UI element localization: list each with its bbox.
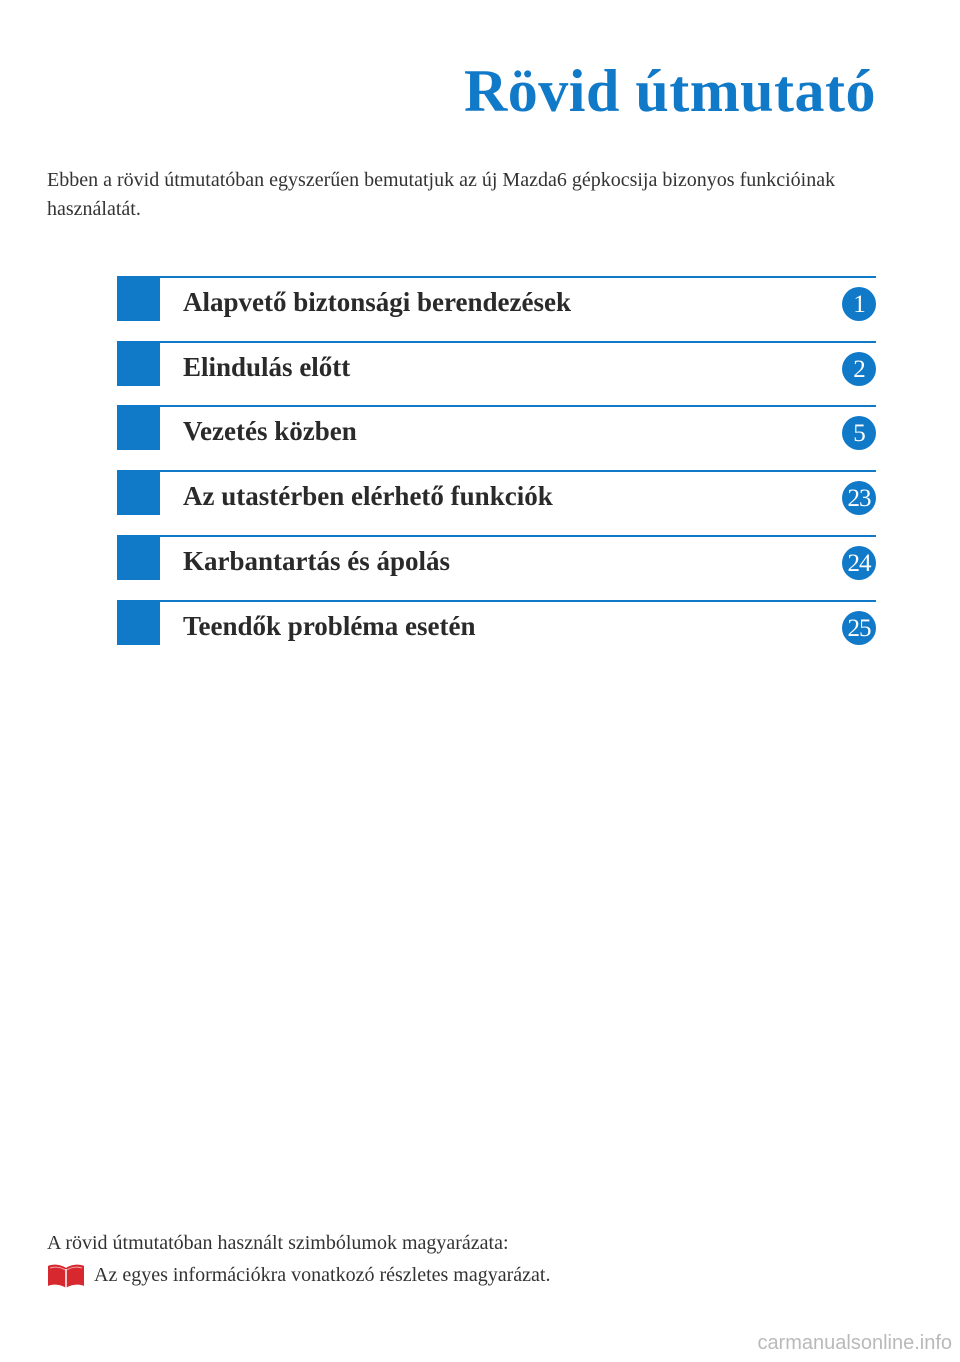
page-number-badge: 24	[842, 546, 876, 580]
toc-item-label: Alapvető biztonsági berendezések	[183, 287, 571, 317]
legend-title: A rövid útmutatóban használt szimbólumok magyarázata:	[47, 1232, 509, 1254]
toc-item-label: Karbantartás és ápolás	[183, 546, 451, 576]
section-marker	[117, 602, 160, 645]
section-marker	[117, 343, 160, 386]
toc-item-basic-safety[interactable]	[117, 276, 876, 323]
section-marker	[117, 278, 160, 321]
intro-text: Ebben a rövid útmutatóban egyszerűen bemutatjuk az új Mazda6 gépkocsija bizonyos funkcióinak használatát.	[47, 169, 836, 220]
toc-item-troubleshooting[interactable]	[117, 600, 876, 647]
toc-item-label: Az utastérben elérhető funkciók	[183, 481, 553, 511]
section-marker	[117, 472, 160, 515]
toc-item-label: Elindulás előtt	[183, 352, 351, 382]
page-number-badge: 5	[842, 416, 876, 450]
page-number-badge: 2	[842, 352, 876, 386]
toc-item-interior-features[interactable]	[117, 470, 876, 517]
page-number-badge: 1	[842, 287, 876, 321]
toc-item-label: Vezetés közben	[183, 416, 357, 446]
page-title: Rövid útmutató	[463, 58, 876, 124]
toc-item-maintenance[interactable]	[117, 535, 876, 582]
section-marker	[117, 407, 160, 450]
toc-item-while-driving[interactable]	[117, 405, 876, 452]
toc-item-before-driving[interactable]	[117, 341, 876, 388]
toc-item-label: Teendők probléma esetén	[183, 611, 476, 641]
page-number-badge: 23	[842, 481, 876, 515]
section-marker	[117, 537, 160, 580]
watermark: carmanualsonline.info	[757, 1332, 952, 1354]
book-icon	[46, 1262, 86, 1290]
page-number-badge: 25	[842, 611, 876, 645]
legend-item-text: Az egyes információkra vonatkozó részletes magyarázat.	[94, 1264, 551, 1286]
